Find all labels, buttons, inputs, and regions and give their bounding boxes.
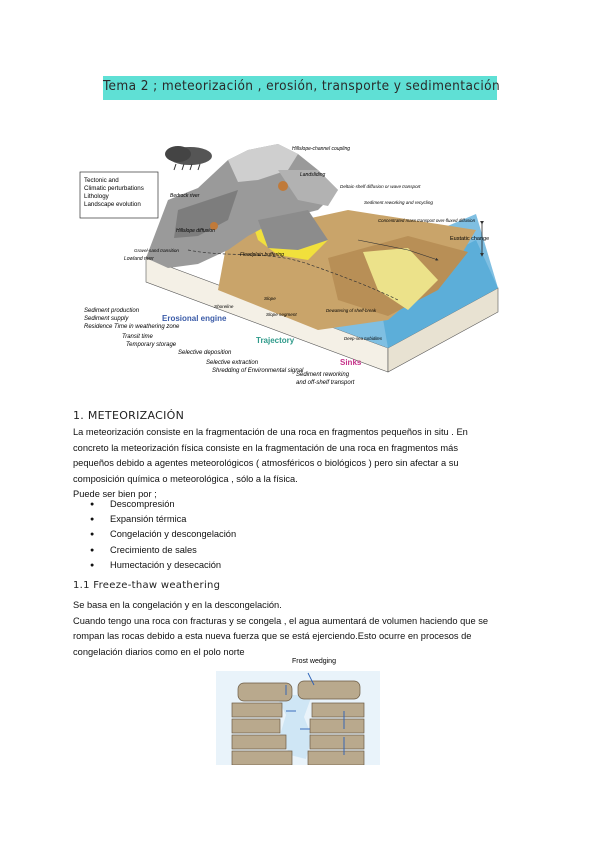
list-item: ● Crecimiento de sales (90, 543, 236, 558)
bottom-right-label: Sediment reworking (296, 372, 350, 378)
label-landsliding: Landsliding (300, 172, 326, 178)
legend-item: Tectonic and (84, 177, 119, 184)
section-heading-1: 1. METEORIZACIÓN (73, 409, 185, 422)
process-label: Temporary storage (126, 342, 177, 348)
section-1-paragraph (73, 425, 525, 503)
label-eustatic: Eustatic change (450, 236, 490, 242)
process-label: Shredding of Environmental signal (212, 368, 304, 374)
process-label: Selective deposition (178, 350, 232, 356)
legend-item: Lithology (84, 193, 109, 200)
trajectory-label: Trajectory (256, 336, 295, 345)
label-bedrock: Bedrock river (170, 193, 200, 199)
left-label: Sediment supply (84, 316, 129, 322)
list-item: ● Expansión térmica (90, 512, 236, 527)
label-gravel-sand: Gravel-sand transition (134, 248, 179, 253)
left-label: Residence Time in weathering zone (84, 324, 180, 330)
para-line: rompan las rocas debido a esta nueva fuerza que se está ejerciendo.Esto ocurre en procesos de (73, 631, 472, 641)
legend-item: Climatic perturbations (84, 185, 144, 192)
list-item: ● Congelación y descongelación (90, 527, 236, 542)
list-item: ● Humectación y desecación (90, 558, 236, 573)
section-1-1-paragraph (73, 598, 525, 660)
page-title: Tema 2 ; meteorización , erosión, transporte y sedimentación (103, 78, 501, 94)
section-heading-1-1: 1.1 Freeze-thaw weathering (73, 580, 221, 591)
para-line: Puede ser bien por ; (73, 489, 157, 499)
label-sediment-rework: Sediment reworking and recycling (364, 200, 433, 205)
frost-wedging-label: Frost wedging (292, 658, 336, 665)
label-slope-segment: Slope segment (266, 312, 297, 317)
legend-item: Landscape evolution (84, 201, 141, 208)
para-line: La meteorización consiste en la fragmentación de una roca en fragmentos pequeños in situ . En (73, 427, 468, 437)
para-line: concreto la meteorización física consiste en la fragmentación de una roca en fragmentos más (73, 442, 458, 453)
erosional-engine-label: Erosional engine (162, 314, 227, 323)
list-item: ● Descompresión (90, 497, 236, 512)
label-conc-mass: Concentrated mass transport over-fluxed diffusion (378, 218, 476, 223)
frost-wedging-diagram (216, 655, 380, 765)
label-hillslope: Hillslope-channel coupling (292, 146, 351, 152)
source-to-sink-diagram (78, 140, 506, 388)
label-deltaic: Deltaic-shelf diffusion or wave transport (340, 184, 421, 189)
sinks-label: Sinks (340, 358, 362, 367)
label-slope: Slope (264, 296, 276, 301)
process-label: Transit time (122, 334, 153, 340)
para-line: congelación diarios como en el polo norte (73, 646, 245, 657)
process-label: Selective extraction (206, 360, 259, 366)
landslide-marker (278, 181, 288, 191)
para-line: Se basa en la congelación y en la descongelación. (73, 600, 282, 610)
label-lowland: Lowland river (124, 256, 154, 262)
bullet-list (90, 497, 236, 573)
label-shoreline: Shoreline (214, 304, 234, 309)
para-line: Cuando tengo una roca con fracturas y se congela , el agua aumentará de volumen haciendo que se (73, 615, 489, 626)
storm-cloud-icon (165, 146, 212, 170)
label-diffusion: Hillslope diffusion (176, 228, 215, 234)
label-ocean: Deep-sea turbidites (344, 336, 383, 341)
para-line: composición química o meteorológica , sólo a la física. (73, 473, 298, 484)
left-label: Sediment production (84, 308, 140, 314)
bottom-right-label: and off-shelf transport (296, 380, 355, 386)
label-floodplain: Floodplain buffering (240, 252, 284, 258)
label-canyon: Dewatering of shelf-break (326, 308, 377, 313)
para-line: pequeños debido a agentes meteorológicos ( atmosféricos o biológicos ) pero sin afectar a su (73, 458, 459, 468)
